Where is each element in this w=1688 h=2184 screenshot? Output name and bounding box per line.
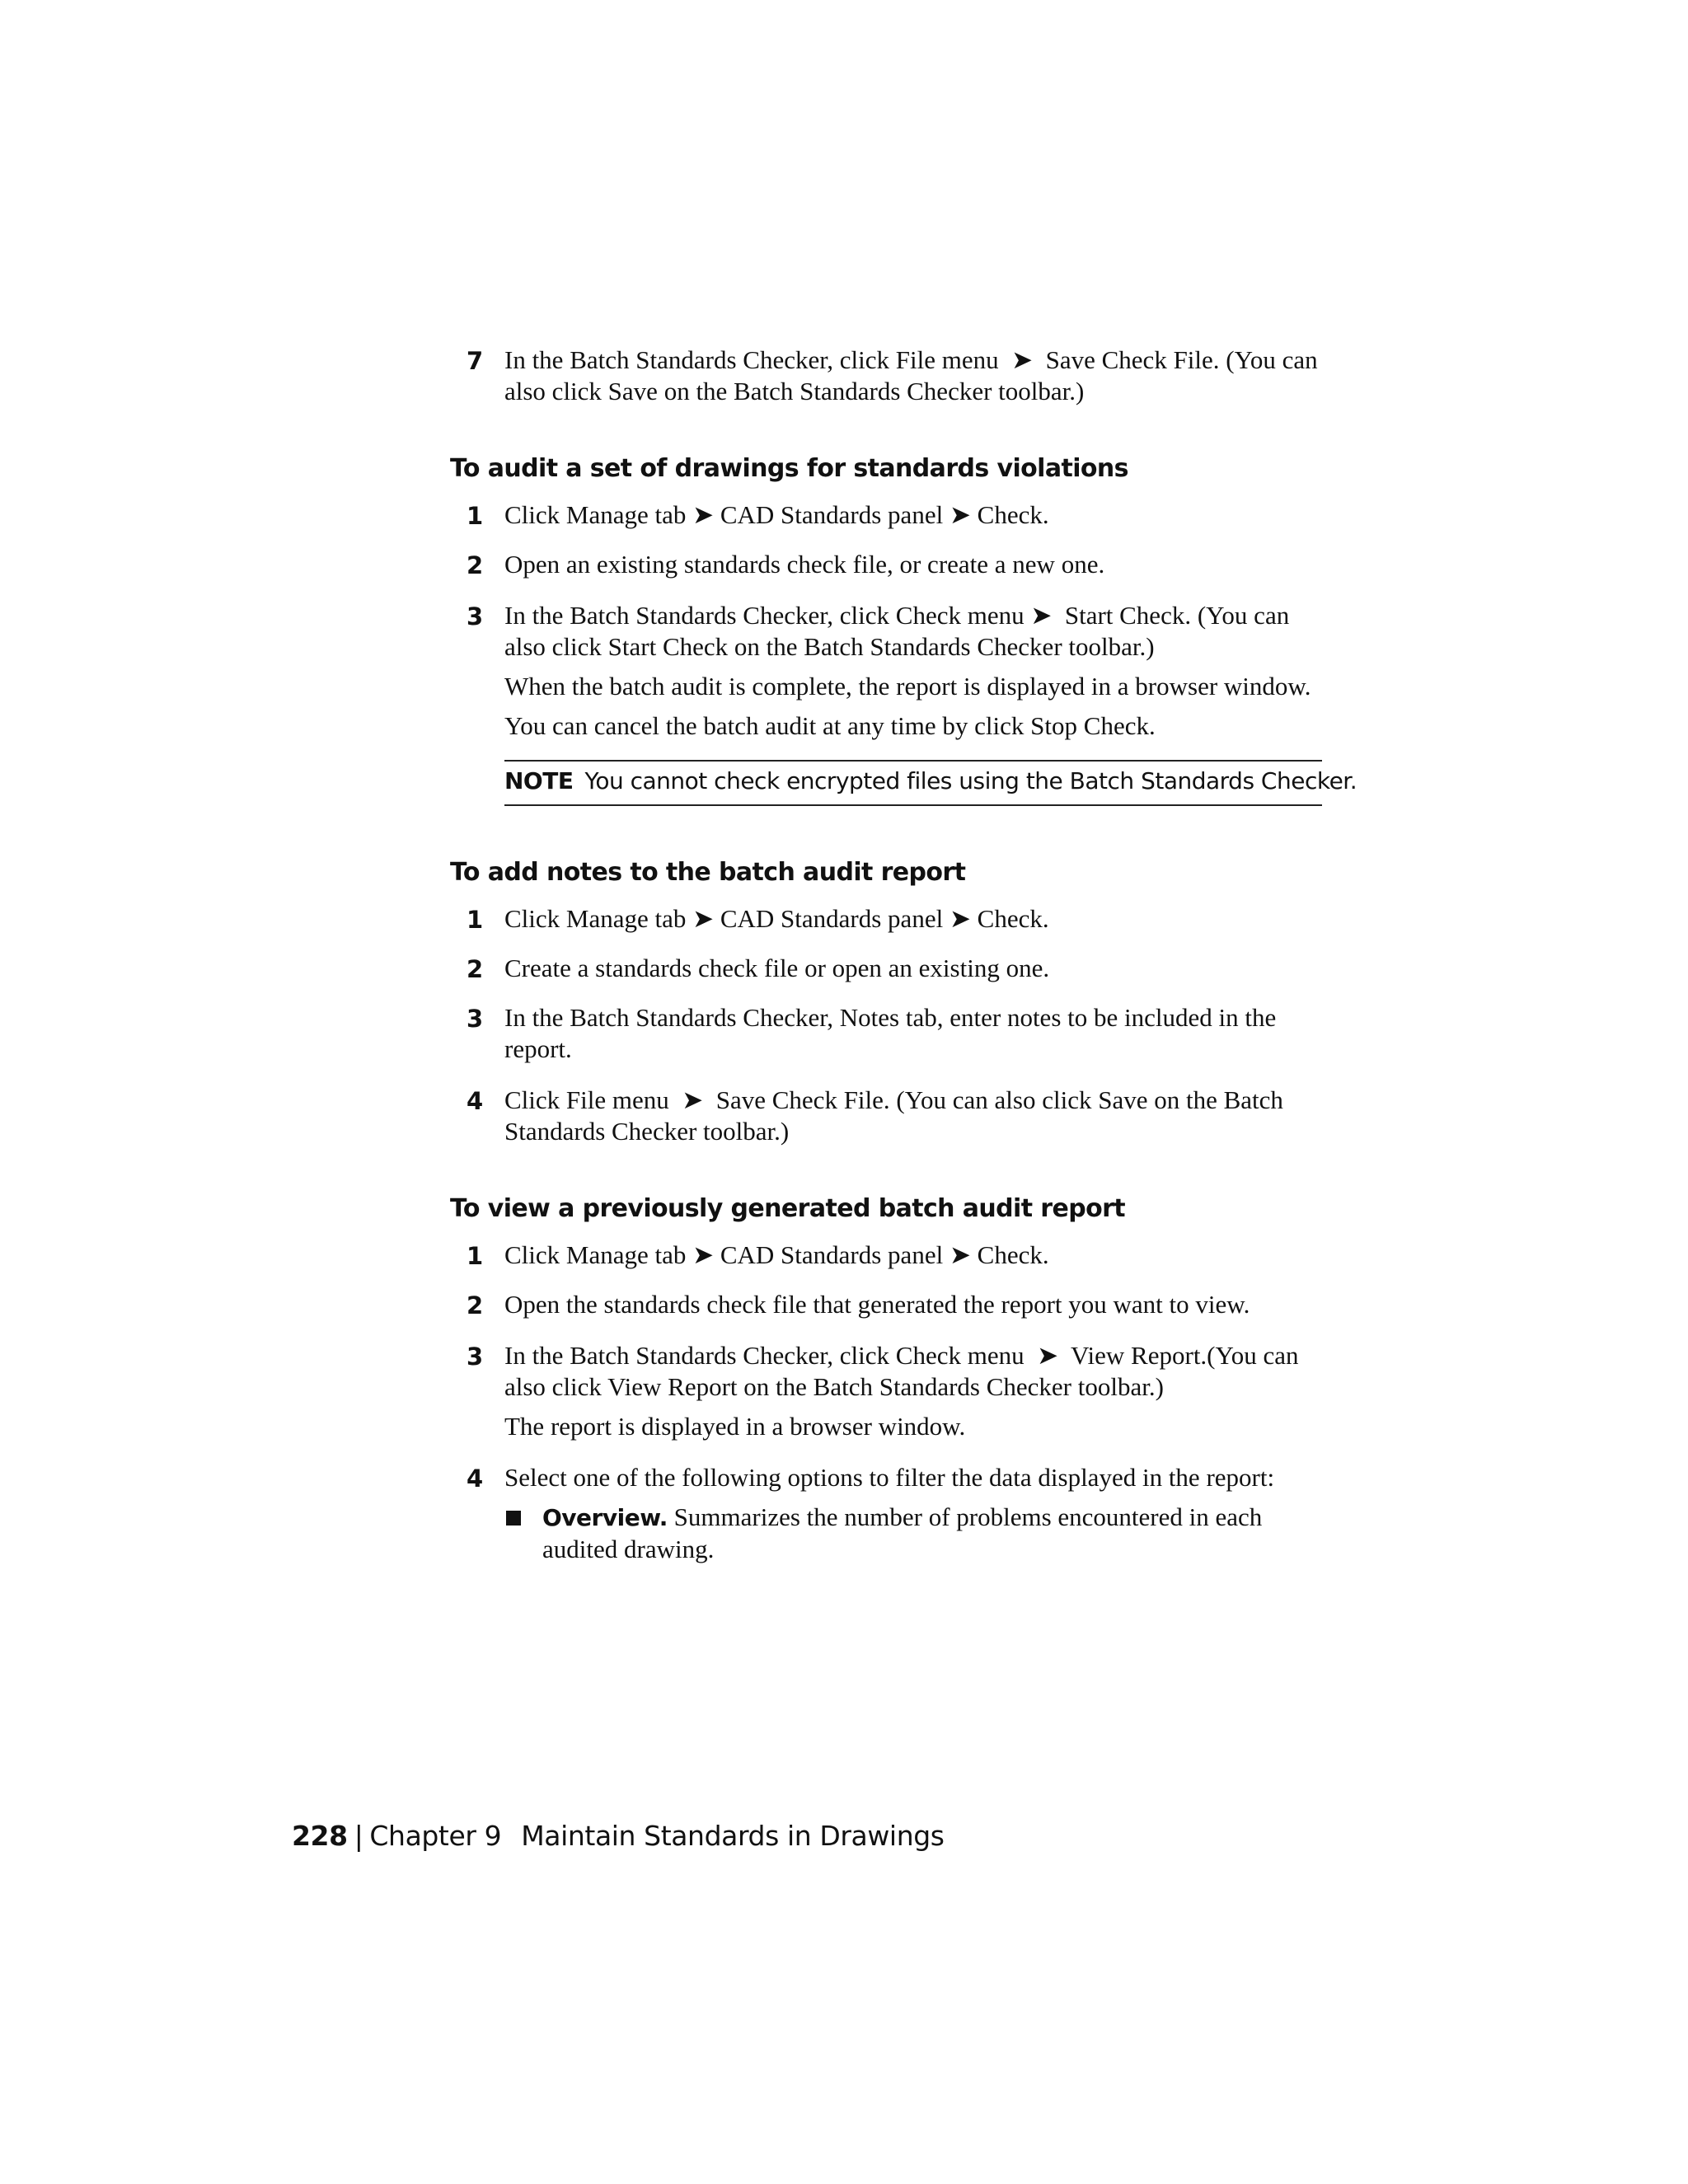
step-item bbox=[450, 1340, 1325, 1442]
square-bullet-icon bbox=[506, 1511, 521, 1526]
step-number: 1 bbox=[467, 906, 484, 934]
step-paragraph: When the batch audit is complete, the report is displayed in a browser window. bbox=[504, 672, 1311, 701]
step-text: Select one of the following options to filter the data displayed in the report: bbox=[504, 1463, 1275, 1492]
step-item bbox=[450, 953, 1325, 984]
step-text: Click Manage tab ➤ CAD Standards panel ➤ Check. bbox=[504, 904, 1049, 933]
step-number: 4 bbox=[467, 1087, 484, 1115]
step-text: Create a standards check file or open an existing one. bbox=[504, 954, 1050, 982]
step-item bbox=[450, 1240, 1325, 1271]
chapter-label: Chapter 9 bbox=[369, 1820, 502, 1852]
step-item bbox=[450, 903, 1325, 935]
chapter-title: Maintain Standards in Drawings bbox=[521, 1820, 945, 1852]
note-label: NOTE bbox=[504, 767, 574, 794]
step-text: Click Manage tab ➤ CAD Standards panel ➤ Check. bbox=[504, 1240, 1049, 1269]
step-item bbox=[450, 549, 1325, 580]
bullet-text bbox=[542, 1502, 1325, 1565]
bullet-description: Summarizes the number of problems encountered in each audited drawing. bbox=[542, 1502, 1263, 1563]
step-number: 3 bbox=[467, 602, 484, 630]
step-text: In the Batch Standards Checker, click Check menu ➤ View Report.(You can also click View Report on the Batch Standards Checker toolbar.) bbox=[504, 1341, 1299, 1401]
step-text: In the Batch Standards Checker, Notes tab, enter notes to be included in the report. bbox=[504, 1003, 1277, 1063]
step-text: Open the standards check file that generated the report you want to view. bbox=[504, 1290, 1250, 1319]
step-number: 7 bbox=[467, 347, 484, 375]
step-text: In the Batch Standards Checker, click File menu ➤ Save Check File. (You can also click Save on the Batch Standards Checker toolbar.) bbox=[504, 345, 1318, 405]
step-number: 2 bbox=[467, 551, 484, 579]
footer-separator: | bbox=[354, 1820, 363, 1852]
step-number: 1 bbox=[467, 502, 484, 530]
step-number: 3 bbox=[467, 1005, 484, 1033]
note-text: You cannot check encrypted files using the Batch Standards Checker. bbox=[584, 767, 1357, 794]
step-item bbox=[450, 344, 1325, 407]
step-text: Click File menu ➤ Save Check File. (You can also click Save on the Batch Standards Checker toolbar.) bbox=[504, 1085, 1283, 1146]
step-paragraph: You can cancel the batch audit at any time by click Stop Check. bbox=[504, 711, 1156, 740]
section-heading-view: To view a previously generated batch audit report bbox=[450, 1194, 1126, 1223]
page-body bbox=[450, 344, 1357, 1565]
section-heading-audit: To audit a set of drawings for standards violations bbox=[450, 454, 1128, 483]
step-item bbox=[450, 1085, 1325, 1147]
step-item bbox=[450, 600, 1325, 742]
step-number: 2 bbox=[467, 955, 484, 983]
bullet-term: Overview. bbox=[542, 1504, 668, 1531]
step-item bbox=[450, 1289, 1325, 1320]
note-box bbox=[504, 760, 1357, 806]
step-number: 1 bbox=[467, 1242, 484, 1270]
step-text: Click Manage tab ➤ CAD Standards panel ➤ Check. bbox=[504, 500, 1049, 529]
bullet-item bbox=[504, 1502, 1325, 1565]
step-number: 3 bbox=[467, 1343, 484, 1371]
section-heading-notes: To add notes to the batch audit report bbox=[450, 858, 966, 887]
step-number: 4 bbox=[467, 1465, 484, 1493]
step-item bbox=[450, 499, 1325, 531]
page-number: 228 bbox=[292, 1820, 348, 1852]
step-number: 2 bbox=[467, 1291, 484, 1319]
step-item bbox=[450, 1002, 1325, 1065]
step-item bbox=[450, 1462, 1325, 1565]
step-paragraph: The report is displayed in a browser window. bbox=[504, 1412, 966, 1441]
page-footer bbox=[292, 1818, 945, 1854]
step-text: Open an existing standards check file, or create a new one. bbox=[504, 550, 1105, 579]
step-text: In the Batch Standards Checker, click Check menu ➤ Start Check. (You can also click Start Check on the Batch Standards Checker toolbar.) bbox=[504, 601, 1290, 661]
